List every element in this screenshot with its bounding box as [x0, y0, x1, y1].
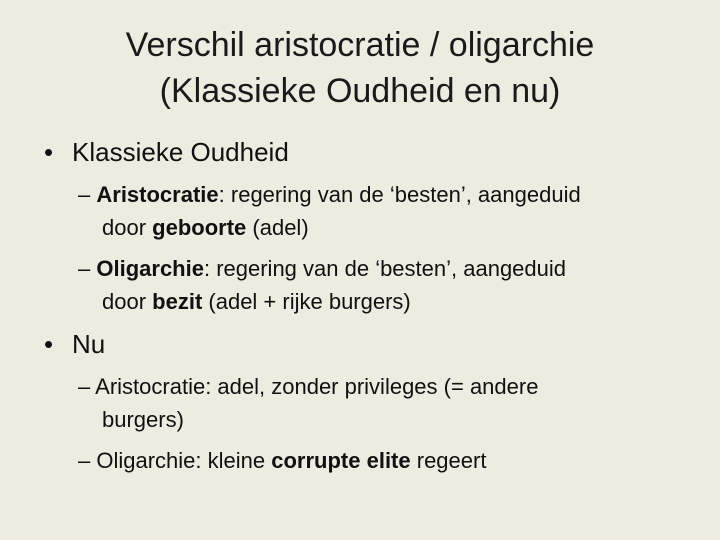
subitem-aristocratie-nu: [78, 370, 688, 436]
slide-title: [40, 22, 680, 114]
subitem-aristocratie-oudheid: [78, 178, 688, 244]
text-adel-rijke-burgers: (adel + rijke burgers): [202, 289, 411, 314]
oligarchie-nu-text: Oligarchie: kleine: [96, 448, 272, 473]
definition-text: : regering van de ‘besten’, aangeduid: [203, 256, 567, 281]
bullet-icon: •: [44, 329, 54, 359]
term-aristocratie: Aristocratie: [96, 182, 219, 207]
subitem-line-2: [78, 285, 688, 318]
bullet-label: Nu: [72, 329, 106, 359]
bullet-label: Klassieke Oudheid: [72, 137, 289, 167]
subitem-line-1: [78, 252, 688, 285]
term-corrupte-elite: corrupte elite: [271, 448, 411, 473]
aristocratie-nu-text: Aristocratie: adel, zonder privileges (= andere: [95, 374, 539, 399]
subitem-oligarchie-oudheid: [78, 252, 688, 318]
subitem-line-1: [78, 444, 688, 477]
term-geboorte: geboorte: [152, 215, 247, 240]
dash-icon: –: [78, 374, 91, 399]
text-regeert: regeert: [410, 448, 487, 473]
dash-icon: –: [78, 448, 91, 473]
subitem-line-1: [78, 370, 688, 403]
subitem-oligarchie-nu: [78, 444, 688, 477]
text-door: door: [102, 215, 153, 240]
subitem-line-1: [78, 178, 688, 211]
definition-text: : regering van de ‘besten’, aangeduid: [218, 182, 581, 207]
subitem-line-2: [78, 211, 688, 244]
dash-icon: –: [78, 256, 91, 281]
title-line-1: Verschil aristocratie / oligarchie: [125, 26, 595, 64]
title-line-2: (Klassieke Oudheid en nu): [159, 72, 561, 110]
bullet-icon: •: [44, 137, 54, 167]
term-bezit: bezit: [152, 289, 203, 314]
text-adel: (adel): [246, 215, 309, 240]
bullet-nu: [44, 328, 105, 360]
term-oligarchie: Oligarchie: [96, 256, 204, 281]
dash-icon: –: [78, 182, 91, 207]
bullet-klassieke-oudheid: [44, 136, 289, 168]
text-door: door: [102, 289, 153, 314]
subitem-line-2: burgers): [102, 407, 184, 432]
